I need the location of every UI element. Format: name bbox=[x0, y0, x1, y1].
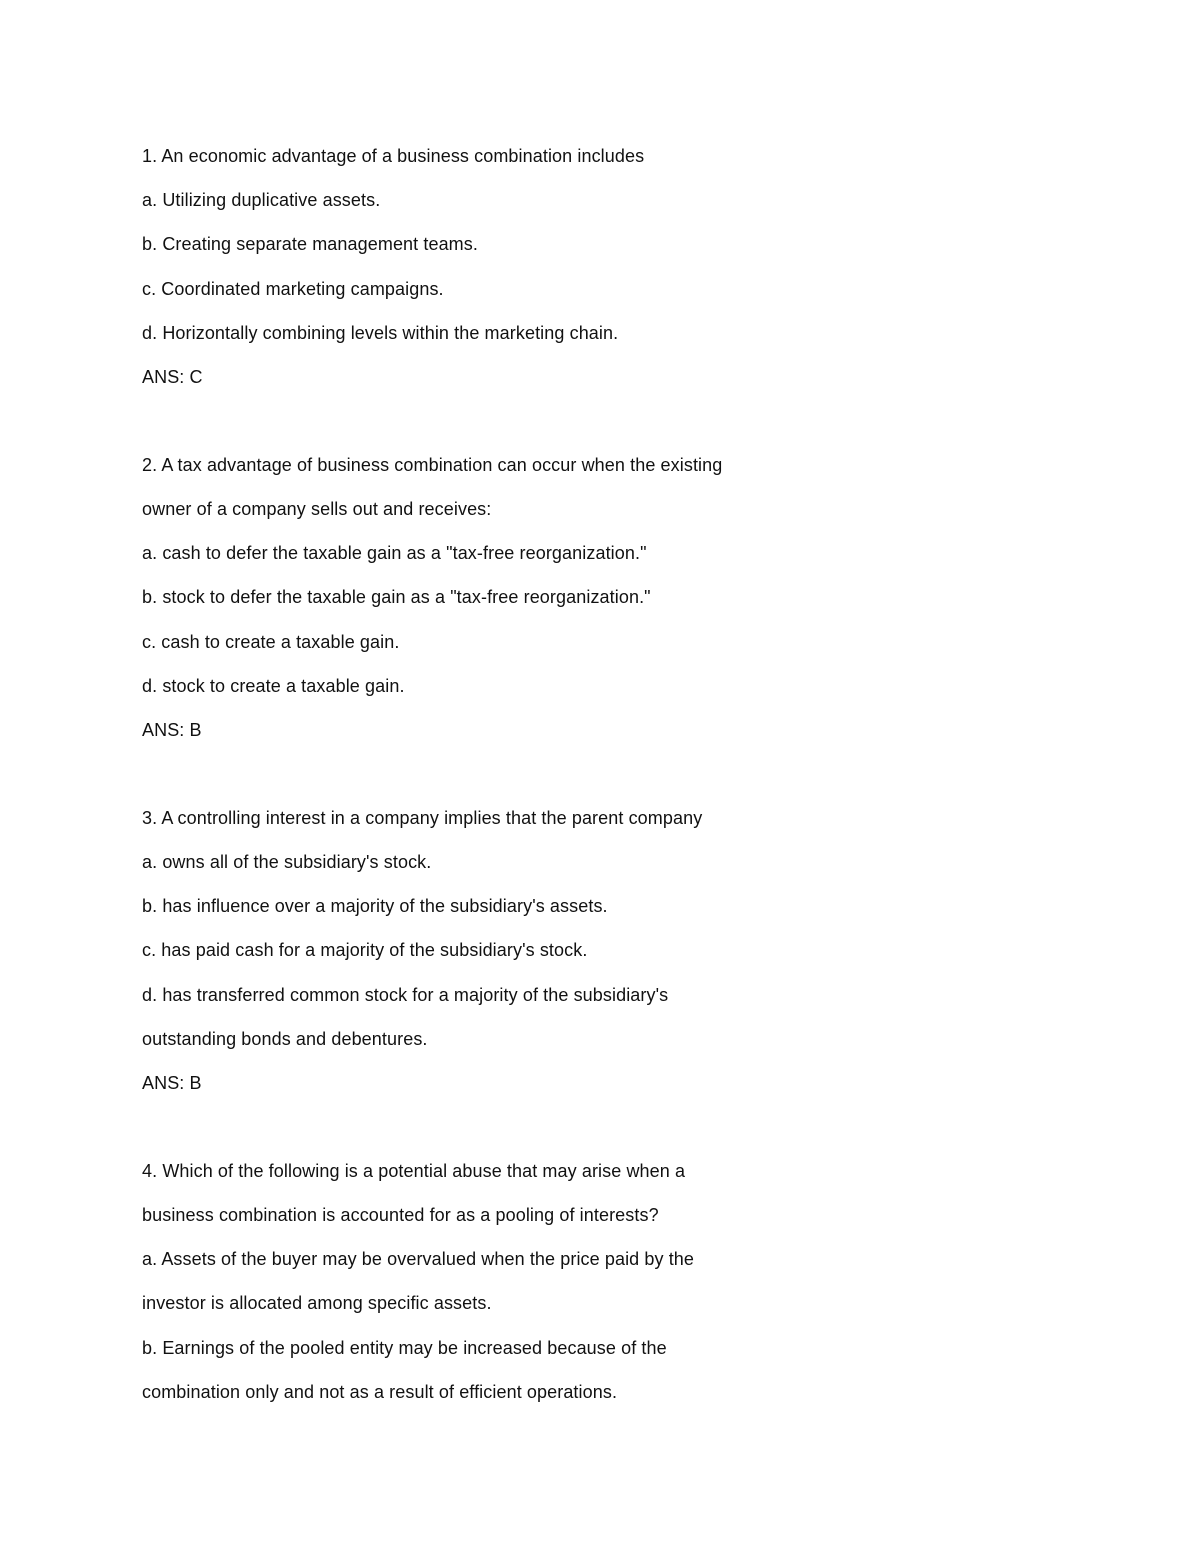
question-4-option-b-line-1: b. Earnings of the pooled entity may be increased because of the bbox=[142, 1338, 667, 1358]
question-2-stem-line-2: owner of a company sells out and receives: bbox=[142, 499, 492, 519]
question-4-option-a-line-1: a. Assets of the buyer may be overvalued when the price paid by the bbox=[142, 1249, 695, 1269]
question-2-option-b: b. stock to defer the taxable gain as a "tax-free reorganization." bbox=[142, 587, 651, 607]
question-3-option-a: a. owns all of the subsidiary's stock. bbox=[142, 852, 432, 872]
question-2-answer: ANS: B bbox=[142, 720, 202, 740]
question-4-option-a-line-2: investor is allocated among specific assets. bbox=[142, 1293, 492, 1313]
question-4-stem-line-2: business combination is accounted for as a pooling of interests? bbox=[142, 1205, 659, 1225]
question-3-option-d-line-1: d. has transferred common stock for a majority of the subsidiary's bbox=[142, 985, 669, 1005]
question-2-option-a: a. cash to defer the taxable gain as a "tax-free reorganization." bbox=[142, 543, 647, 563]
question-1-option-a: a. Utilizing duplicative assets. bbox=[142, 190, 381, 210]
question-3-answer: ANS: B bbox=[142, 1073, 202, 1093]
question-2-option-c: c. cash to create a taxable gain. bbox=[142, 632, 400, 652]
question-1-answer: ANS: C bbox=[142, 367, 203, 387]
question-1-option-c: c. Coordinated marketing campaigns. bbox=[142, 279, 444, 299]
question-1-option-d: d. Horizontally combining levels within the marketing chain. bbox=[142, 323, 619, 343]
question-2-option-d: d. stock to create a taxable gain. bbox=[142, 676, 405, 696]
question-3-option-c: c. has paid cash for a majority of the subsidiary's stock. bbox=[142, 940, 588, 960]
question-4-option-b-line-2: combination only and not as a result of efficient operations. bbox=[142, 1382, 618, 1402]
question-3-option-d-line-2: outstanding bonds and debentures. bbox=[142, 1029, 428, 1049]
question-1-option-b: b. Creating separate management teams. bbox=[142, 234, 478, 254]
question-1-stem-line-1: 1. An economic advantage of a business combination includes bbox=[142, 146, 645, 166]
question-4-stem-line-1: 4. Which of the following is a potential abuse that may arise when a bbox=[142, 1161, 686, 1181]
question-2-stem-line-1: 2. A tax advantage of business combination can occur when the existing bbox=[142, 455, 723, 475]
question-3-stem-line-1: 3. A controlling interest in a company implies that the parent company bbox=[142, 808, 703, 828]
question-3-option-b: b. has influence over a majority of the subsidiary's assets. bbox=[142, 896, 608, 916]
